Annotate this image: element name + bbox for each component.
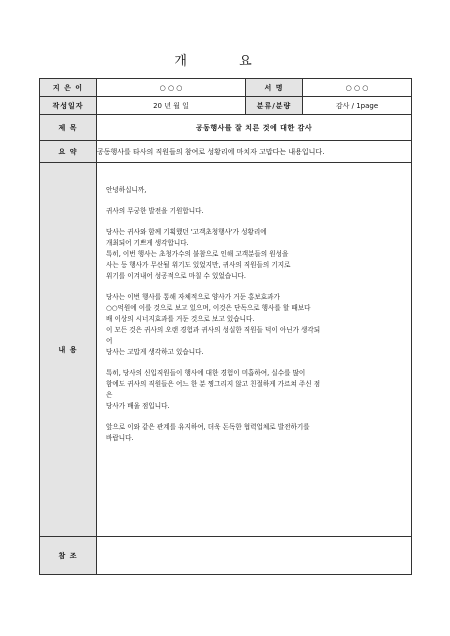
body-line: 당사가 배울 점입니다. — [106, 402, 170, 410]
document-title: 개 요 — [174, 54, 276, 69]
body-line: 당사는 고맙게 생각하고 있습니다. — [106, 348, 204, 356]
reference-value — [97, 537, 412, 575]
body-line: 이 모든 것은 귀사의 오랜 경험과 귀사의 성실한 직원들 덕이 아닌가 생각되 — [106, 326, 321, 334]
body-line: 배 이상의 시너지효과를 거둔 것으로 보고 있습니다. — [106, 315, 255, 323]
body-line: 함에도 귀사의 직원들은 어느 한 분 찡그리지 않고 친절하게 가르쳐 주신 점 — [106, 380, 321, 388]
body-line: 은 — [106, 391, 113, 399]
body-line: ○○억원에 이를 것으로 보고 있으며, 이것은 단독으로 행사를 할 때보다 — [106, 304, 311, 312]
body-line: 특히, 당사의 신입직원들이 행사에 대한 경험이 미흡하여, 실수를 많이 — [106, 369, 306, 377]
signature-value: ○ ○ ○ — [303, 79, 412, 97]
content-label: 내 용 — [40, 163, 97, 537]
date-row — [40, 97, 412, 115]
author-label: 지 은 이 — [40, 79, 97, 97]
body-line: 특히, 이번 행사는 초청가수의 불참으로 인해 고객분들의 원성을 — [106, 250, 289, 258]
body-line: 귀사의 무궁한 발전을 기원합니다. — [106, 207, 204, 215]
body-line: 개최되어 기쁘게 생각합니다. — [106, 239, 189, 247]
overview-form-table — [39, 78, 412, 575]
body-line: 안녕하십니까, — [106, 186, 147, 194]
signature-label: 서 명 — [246, 79, 303, 97]
subject-label: 제 목 — [40, 115, 97, 141]
body-line: 당사는 귀사와 함께 기획했던 '고객초청행사'가 성황리에 — [106, 228, 267, 236]
category-label: 분류/분량 — [246, 97, 303, 115]
summary-row — [40, 141, 412, 163]
author-value: ○ ○ ○ — [97, 79, 246, 97]
body-line: 위기를 이겨내어 성공적으로 마칠 수 있었습니다. — [106, 272, 246, 280]
body-line: 바랍니다. — [106, 434, 134, 442]
date-label: 작성일자 — [40, 97, 97, 115]
content-body — [97, 163, 412, 537]
subject-value: 공동행사를 잘 치른 것에 대한 감사 — [97, 115, 412, 141]
category-value: 감사 / 1page — [303, 97, 412, 115]
body-line: 앞으로 이와 같은 관계를 유지하여, 더욱 돈독한 협력업체로 발전하기를 — [106, 423, 310, 431]
content-row — [40, 163, 412, 537]
body-line: 어 — [106, 337, 113, 345]
summary-value: 공동행사를 타사의 직원들의 참여로 성황리에 마치자 고맙다는 내용입니다. — [97, 141, 412, 163]
author-row — [40, 79, 412, 97]
summary-label: 요 약 — [40, 141, 97, 163]
body-line: 사는 등 행사가 무산될 위기도 있었지만, 귀사의 직원들의 기지로 — [106, 261, 291, 269]
reference-label: 참 조 — [40, 537, 97, 575]
date-value: 20 년 월 일 — [97, 97, 246, 115]
reference-row — [40, 537, 412, 575]
subject-row — [40, 115, 412, 141]
body-line: 당사는 이번 행사를 통해 자체적으로 양사가 거둔 홍보효과가 — [106, 293, 280, 301]
